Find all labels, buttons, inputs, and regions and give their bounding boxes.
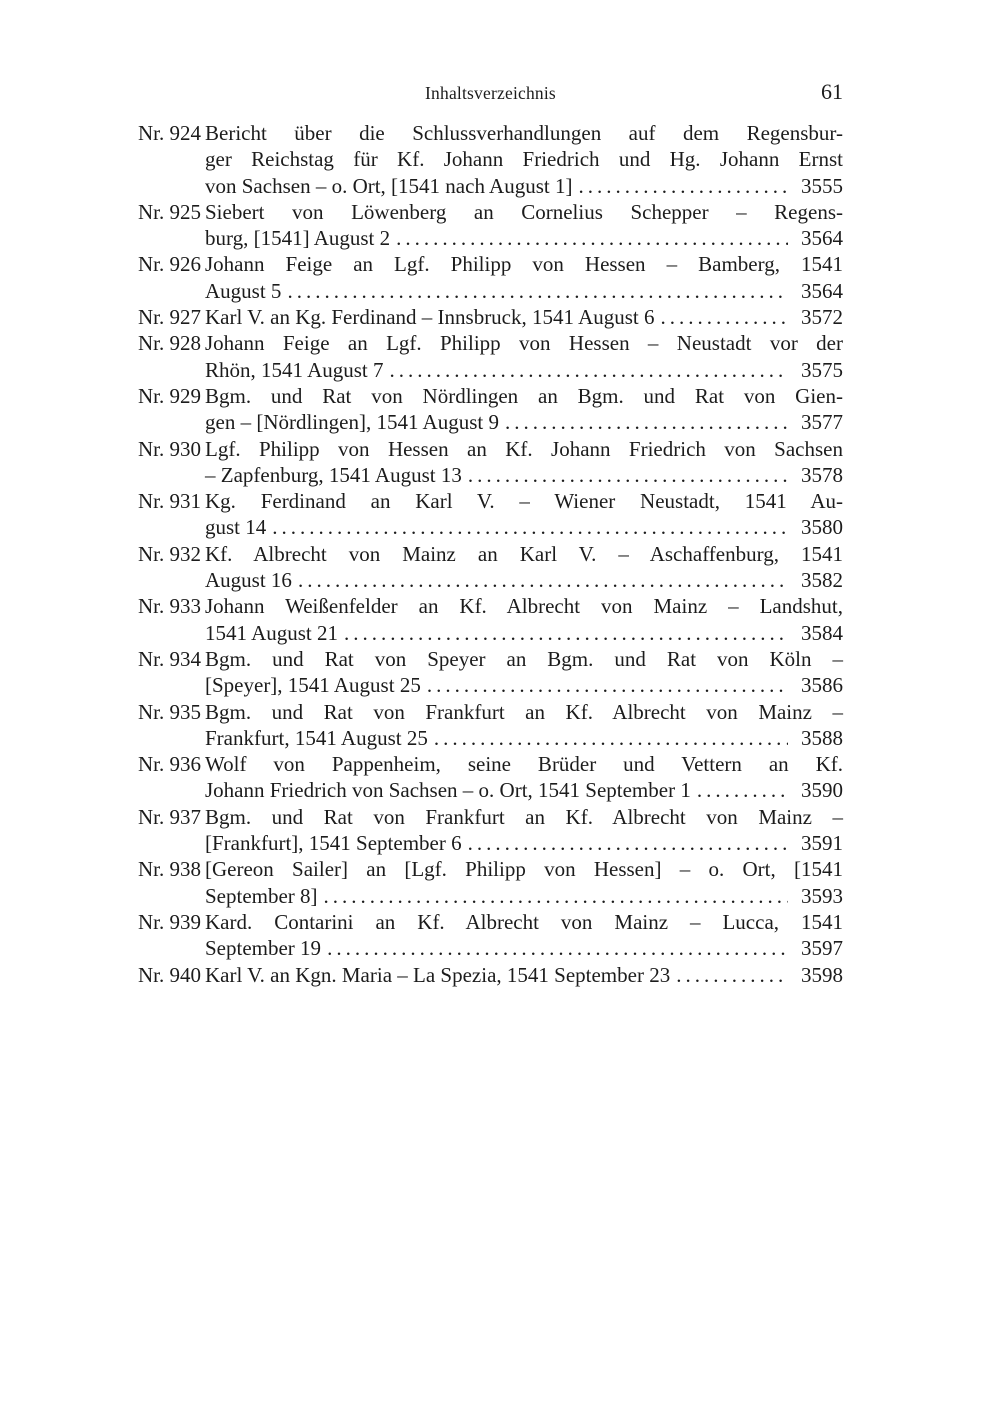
entry-title-line: Johann Feige an Lgf. Philipp von Hessen – Bamberg, 1541 bbox=[205, 252, 843, 277]
dot-leader bbox=[578, 173, 788, 199]
entry-title-line: Johann Weißenfelder an Kf. Albrecht von Mainz – Landshut, bbox=[205, 594, 843, 619]
entry-page-ref: 3577 bbox=[801, 410, 843, 435]
entry-title-text: September 19 bbox=[205, 936, 322, 961]
toc-entry bbox=[138, 909, 843, 962]
entry-text bbox=[205, 962, 843, 988]
entry-title-text: Karl V. an Kg. Ferdinand – Innsbruck, 1541 August 6 bbox=[205, 305, 655, 330]
entry-text bbox=[205, 436, 843, 489]
entry-number: Nr. 938 bbox=[138, 857, 201, 882]
dot-leader bbox=[396, 225, 788, 251]
entry-number: Nr. 927 bbox=[138, 305, 201, 330]
entry-page-ref: 3582 bbox=[801, 568, 843, 593]
entry-page-ref: 3598 bbox=[801, 962, 843, 987]
entry-title-line bbox=[205, 357, 843, 383]
entry-title-line: Wolf von Pappenheim, seine Brüder und Vettern an Kf. bbox=[205, 752, 843, 777]
entry-page-ref: 3564 bbox=[801, 278, 843, 303]
entry-number: Nr. 924 bbox=[138, 121, 201, 145]
toc-entry bbox=[138, 436, 843, 489]
page-number: 61 bbox=[821, 79, 843, 104]
entry-number: Nr. 937 bbox=[138, 804, 201, 829]
entry-text bbox=[205, 541, 843, 594]
entry-number: Nr. 940 bbox=[138, 962, 201, 987]
toc-entry bbox=[138, 541, 843, 594]
entry-title-text: burg, [1541] August 2 bbox=[205, 226, 391, 251]
entry-text bbox=[205, 751, 843, 804]
toc-entry bbox=[138, 856, 843, 909]
toc-entry bbox=[138, 962, 843, 988]
entry-title-text: August 5 bbox=[205, 278, 282, 303]
toc-entry bbox=[138, 699, 843, 752]
entry-number: Nr. 936 bbox=[138, 752, 201, 777]
toc-entry-list bbox=[138, 120, 843, 988]
toc-entry bbox=[138, 488, 843, 541]
toc-entry bbox=[138, 304, 843, 330]
entry-title-text: gen – [Nördlingen], 1541 August 9 bbox=[205, 410, 499, 435]
entry-number: Nr. 932 bbox=[138, 541, 201, 566]
entry-title-line bbox=[205, 409, 843, 435]
entry-text bbox=[205, 330, 843, 383]
entry-title-line: [Gereon Sailer] an [Lgf. Philipp von Hessen] – o. Ort, [1541 bbox=[205, 857, 843, 882]
running-head bbox=[138, 80, 843, 104]
entry-page-ref: 3572 bbox=[801, 305, 843, 330]
entry-title-text: Frankfurt, 1541 August 25 bbox=[205, 725, 428, 750]
dot-leader bbox=[390, 357, 788, 383]
toc-entry bbox=[138, 593, 843, 646]
dot-leader bbox=[287, 278, 788, 304]
dot-leader bbox=[324, 883, 788, 909]
entry-page-ref: 3564 bbox=[801, 226, 843, 251]
dot-leader bbox=[434, 725, 788, 751]
entry-title-text: Rhön, 1541 August 7 bbox=[205, 357, 384, 382]
entry-text bbox=[205, 856, 843, 909]
entry-text bbox=[205, 593, 843, 646]
entry-text bbox=[205, 488, 843, 541]
page-content bbox=[138, 80, 843, 988]
entry-page-ref: 3590 bbox=[801, 778, 843, 803]
entry-title-line bbox=[205, 304, 843, 330]
entry-number: Nr. 928 bbox=[138, 331, 201, 356]
entry-title-line: Bgm. und Rat von Frankfurt an Kf. Albrecht von Mainz – bbox=[205, 699, 843, 724]
dot-leader bbox=[468, 830, 788, 856]
entry-number: Nr. 925 bbox=[138, 199, 201, 224]
entry-text bbox=[205, 646, 843, 699]
entry-page-ref: 3593 bbox=[801, 883, 843, 908]
entry-number: Nr. 939 bbox=[138, 909, 201, 934]
entry-number: Nr. 926 bbox=[138, 252, 201, 277]
entry-number: Nr. 933 bbox=[138, 594, 201, 619]
toc-entry bbox=[138, 383, 843, 436]
entry-title-line bbox=[205, 173, 843, 199]
entry-title-line bbox=[205, 935, 843, 961]
entry-title-text: [Speyer], 1541 August 25 bbox=[205, 673, 421, 698]
entry-title-line bbox=[205, 278, 843, 304]
entry-title-line: Siebert von Löwenberg an Cornelius Schepper – Regens- bbox=[205, 199, 843, 224]
dot-leader bbox=[327, 935, 788, 961]
toc-entry bbox=[138, 120, 843, 199]
dot-leader bbox=[697, 777, 788, 803]
entry-text bbox=[205, 699, 843, 752]
entry-page-ref: 3580 bbox=[801, 515, 843, 540]
entry-title-line: Kf. Albrecht von Mainz an Karl V. – Aschaffenburg, 1541 bbox=[205, 541, 843, 566]
entry-page-ref: 3555 bbox=[801, 173, 843, 198]
entry-title-text: Karl V. an Kgn. Maria – La Spezia, 1541 September 23 bbox=[205, 962, 671, 987]
entry-page-ref: 3575 bbox=[801, 357, 843, 382]
entry-page-ref: 3588 bbox=[801, 725, 843, 750]
entry-text bbox=[205, 120, 843, 199]
entry-title-text: 1541 August 21 bbox=[205, 620, 339, 645]
dot-leader bbox=[676, 962, 788, 988]
entry-page-ref: 3578 bbox=[801, 462, 843, 487]
entry-title-text: gust 14 bbox=[205, 515, 267, 540]
entry-text bbox=[205, 199, 843, 252]
toc-entry bbox=[138, 199, 843, 252]
entry-title-text: September 8] bbox=[205, 883, 318, 908]
page-header-title: Inhaltsverzeichnis bbox=[425, 83, 556, 103]
entry-page-ref: 3597 bbox=[801, 936, 843, 961]
entry-title-line: Lgf. Philipp von Hessen an Kf. Johann Friedrich von Sachsen bbox=[205, 436, 843, 461]
entry-title-line bbox=[205, 567, 843, 593]
entry-title-line: Kard. Contarini an Kf. Albrecht von Mainz – Lucca, 1541 bbox=[205, 909, 843, 934]
dot-leader bbox=[344, 620, 788, 646]
toc-entry bbox=[138, 646, 843, 699]
entry-title-line: Bgm. und Rat von Frankfurt an Kf. Albrecht von Mainz – bbox=[205, 804, 843, 829]
entry-title-line: ger Reichstag für Kf. Johann Friedrich und Hg. Johann Ernst bbox=[205, 147, 843, 172]
dot-leader bbox=[661, 304, 788, 330]
entry-title-line: Bgm. und Rat von Speyer an Bgm. und Rat von Köln – bbox=[205, 646, 843, 671]
dot-leader bbox=[468, 462, 788, 488]
toc-entry bbox=[138, 251, 843, 304]
entry-title-line bbox=[205, 725, 843, 751]
entry-title-line bbox=[205, 620, 843, 646]
entry-title-text: von Sachsen – o. Ort, [1541 nach August 1] bbox=[205, 173, 573, 198]
dot-leader bbox=[272, 514, 788, 540]
dot-leader bbox=[298, 567, 788, 593]
entry-number: Nr. 934 bbox=[138, 646, 201, 671]
entry-number: Nr. 935 bbox=[138, 699, 201, 724]
entry-page-ref: 3591 bbox=[801, 831, 843, 856]
entry-title-line bbox=[205, 777, 843, 803]
entry-title-text: [Frankfurt], 1541 September 6 bbox=[205, 831, 462, 856]
entry-text bbox=[205, 804, 843, 857]
entry-title-text: – Zapfenburg, 1541 August 13 bbox=[205, 462, 462, 487]
entry-page-ref: 3584 bbox=[801, 620, 843, 645]
dot-leader bbox=[427, 672, 788, 698]
toc-entry bbox=[138, 804, 843, 857]
entry-title-line bbox=[205, 672, 843, 698]
entry-number: Nr. 931 bbox=[138, 489, 201, 514]
entry-title-line bbox=[205, 883, 843, 909]
entry-title-line bbox=[205, 462, 843, 488]
entry-text bbox=[205, 304, 843, 330]
entry-title-text: Johann Friedrich von Sachsen – o. Ort, 1541 September 1 bbox=[205, 778, 691, 803]
entry-title-text: August 16 bbox=[205, 568, 292, 593]
toc-entry bbox=[138, 751, 843, 804]
entry-text bbox=[205, 909, 843, 962]
entry-title-line bbox=[205, 225, 843, 251]
entry-text bbox=[205, 383, 843, 436]
entry-number: Nr. 929 bbox=[138, 383, 201, 408]
entry-title-line: Kg. Ferdinand an Karl V. – Wiener Neustadt, 1541 Au- bbox=[205, 489, 843, 514]
entry-title-line bbox=[205, 514, 843, 540]
entry-title-line: Bericht über die Schlussverhandlungen auf dem Regensbur- bbox=[205, 121, 843, 145]
dot-leader bbox=[505, 409, 788, 435]
entry-number: Nr. 930 bbox=[138, 436, 201, 461]
entry-page-ref: 3586 bbox=[801, 673, 843, 698]
entry-title-line: Johann Feige an Lgf. Philipp von Hessen – Neustadt vor der bbox=[205, 331, 843, 356]
entry-title-line: Bgm. und Rat von Nördlingen an Bgm. und Rat von Gien- bbox=[205, 383, 843, 408]
toc-entry bbox=[138, 330, 843, 383]
entry-text bbox=[205, 251, 843, 304]
entry-title-line bbox=[205, 830, 843, 856]
entry-title-line bbox=[205, 962, 843, 988]
